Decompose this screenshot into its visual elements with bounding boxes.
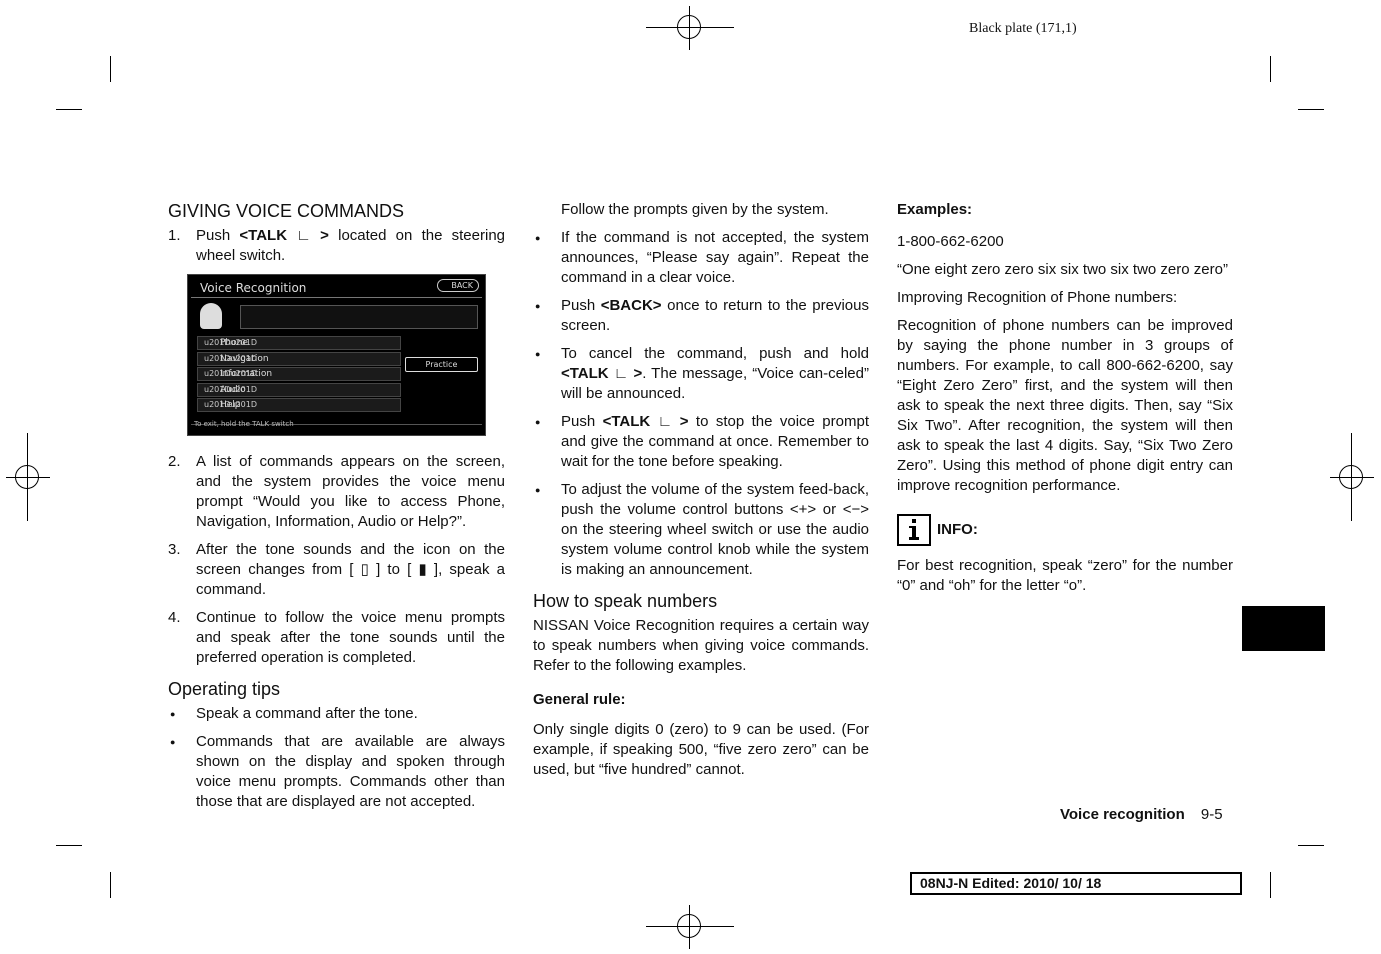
- practice-button: Practice: [405, 357, 478, 372]
- section-heading: GIVING VOICE COMMANDS: [168, 201, 405, 221]
- screen-title: Voice Recognition: [200, 281, 307, 295]
- prompt-field: [240, 305, 478, 329]
- plate-label: Black plate (171,1): [969, 21, 1077, 36]
- tip-item: ● To cancel the command, push and hold <TALK ∟ >. The message, “Voice can-celed” will be announced.: [533, 344, 869, 404]
- menu-item-information: u201Du201D Information: [197, 367, 401, 381]
- crop-mark: [1270, 56, 1271, 82]
- talk-switch-label: <TALK ∟ >: [239, 227, 329, 244]
- crop-mark: [1298, 109, 1324, 110]
- tip-item: ● If the command is not accepted, the system announces, “Please say again”. Repeat the command in a clear voice.: [533, 228, 869, 288]
- info-icon: [897, 514, 931, 546]
- examples-heading: Examples:: [897, 201, 973, 218]
- registration-mark-circle: [15, 465, 39, 489]
- edited-stamp: 08NJ-N Edited: 2010/ 10/ 18: [910, 872, 1242, 895]
- subsection-heading: Operating tips: [168, 679, 281, 699]
- divider: [191, 297, 482, 298]
- info-text: For best recognition, speak “zero” for the number “0” and “oh” for the letter “o”.: [897, 557, 1233, 594]
- registration-mark-circle: [677, 914, 701, 938]
- menu-item-phone: u201Du201D Phone: [197, 336, 401, 350]
- column-1: [168, 200, 505, 820]
- crop-mark: [56, 845, 82, 846]
- tip-item: ● Commands that are available are always shown on the display and spoken through voice menu prompts. Commands other than those that are displayed are not accepted.: [168, 732, 505, 812]
- paragraph: NISSAN Voice Recognition requires a certain way to speak numbers when giving voice commands. Refer to the following examples.: [533, 617, 869, 674]
- paragraph: Only single digits 0 (zero) to 9 can be used. (For example, if speaking 500, “five zero zero” can be used, but “five hundred” cannot.: [533, 721, 869, 778]
- registration-mark-circle: [1339, 465, 1363, 489]
- crop-mark: [110, 56, 111, 82]
- crop-mark: [110, 872, 111, 898]
- menu-item-help: u201Du201D Help: [197, 398, 401, 412]
- speaking-head-icon: [200, 303, 222, 329]
- subsection-heading: How to speak numbers: [533, 591, 718, 611]
- tip-item: ● Push <BACK> once to return to the previous screen.: [533, 296, 869, 336]
- back-switch-label: <BACK>: [600, 297, 662, 314]
- tip-item: ● Push <TALK ∟ > to stop the voice prompt and give the command at once. Remember to wait for the tone before speaking.: [533, 412, 869, 472]
- tip-item: ● To adjust the volume of the system feed-back, push the volume control buttons <+> or <−> on the steering wheel switch or use the audio system volume control knob while the system is making an announcement.: [533, 480, 869, 580]
- tip-item: ● Speak a command after the tone.: [168, 704, 505, 724]
- back-button: BACK: [437, 279, 479, 292]
- command-menu: [197, 336, 401, 414]
- step-1: 1. Push <TALK ∟ > located on the steering wheel switch.: [168, 227, 505, 264]
- column-2: [533, 200, 869, 788]
- crop-mark: [1298, 845, 1324, 846]
- page-number: 9-5: [1200, 806, 1223, 823]
- voice-recognition-screenshot: [187, 274, 486, 436]
- rule-heading: General rule:: [533, 691, 626, 708]
- crop-mark: [1270, 872, 1271, 898]
- column-3: [897, 200, 1233, 604]
- talk-switch-label: <TALK ∟ >: [602, 413, 689, 430]
- menu-item-navigation: u201Du201D Navigation: [197, 352, 401, 366]
- step-2: 2. A list of commands appears on the screen, and the system provides the voice menu prompt “Would you like to access Phone, Navigation, Information, Audio or Help?”.: [168, 453, 505, 530]
- step-3: 3. After the tone sounds and the icon on the screen changes from [ ▯ ] to [ ▮ ], speak a command.: [168, 541, 505, 598]
- page-footer: [1060, 806, 1223, 823]
- paragraph: Recognition of phone numbers can be improved by saying the phone number in 3 groups of numbers. For example, to call 800-662-6200, say “Eight Zero Zero” first, and the system will then ask to speak the next three digits. Then, say “Six Six Two”. After recognition, the system will then ask to speak the last 4 digits. Say, “Six Two Zero Zero”. Using this method of phone digit entry can improve recognition performance.: [897, 317, 1233, 494]
- screen-footer-hint: To exit, hold the TALK switch: [194, 420, 294, 428]
- info-box: [897, 514, 1233, 546]
- section-name: Voice recognition: [1060, 806, 1185, 823]
- registration-mark-circle: [677, 15, 701, 39]
- menu-item-audio: u201Du201D Audio: [197, 383, 401, 397]
- tip-continued: Follow the prompts given by the system.: [561, 201, 829, 218]
- example-spoken: “One eight zero zero six six two six two zero zero”: [897, 261, 1228, 278]
- paragraph: Improving Recognition of Phone numbers:: [897, 289, 1178, 306]
- example-number: 1-800-662-6200: [897, 233, 1004, 250]
- crop-mark: [56, 109, 82, 110]
- step-4: 4. Continue to follow the voice menu prompts and speak after the tone sounds until the preferred operation is completed.: [168, 609, 505, 666]
- chapter-tab: [1242, 606, 1325, 651]
- talk-switch-label: <TALK ∟ >: [561, 365, 643, 382]
- info-label: INFO:: [937, 521, 978, 538]
